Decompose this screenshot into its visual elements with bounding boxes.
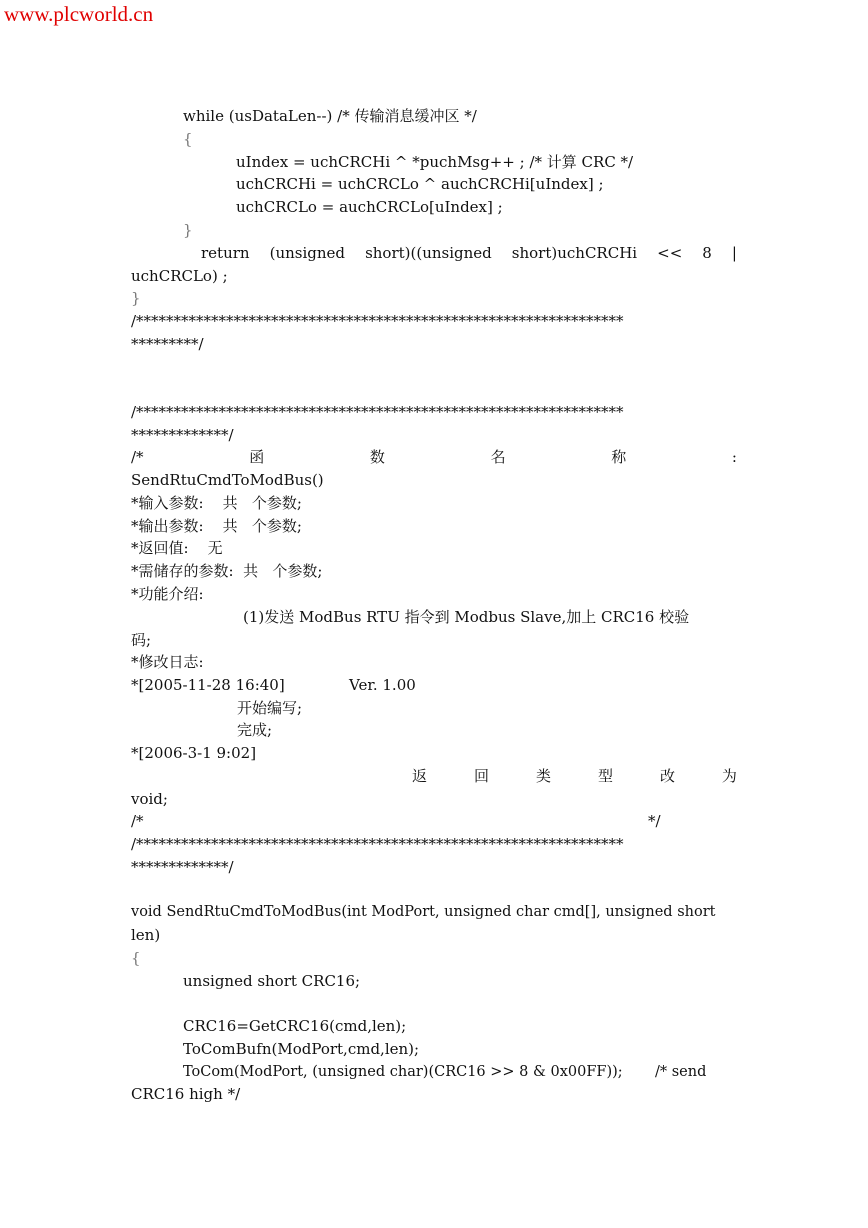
tocom-high-line: ToCom(ModPort, (unsigned char)(CRC16 >> 8 & 0x00FF)); /* send bbox=[183, 1064, 707, 1080]
changelog-label: *修改日志: bbox=[131, 653, 204, 671]
log1-version: Ver. 1.00 bbox=[349, 676, 416, 694]
log2-continuation: void; bbox=[131, 790, 168, 808]
return-token: | bbox=[731, 244, 737, 262]
input-params: *输入参数: 共 个参数; bbox=[131, 494, 302, 512]
separator-stars: /***************************************************************** bbox=[131, 312, 624, 330]
return-continuation: uchCRCLo) ; bbox=[131, 267, 228, 285]
crc16-declaration: unsigned short CRC16; bbox=[183, 972, 361, 990]
return-token: return bbox=[201, 244, 250, 262]
name-token: 数 bbox=[369, 448, 385, 466]
tocombufn-line: ToComBufn(ModPort,cmd,len); bbox=[183, 1040, 420, 1058]
log1-date: *[2005-11-28 16:40] bbox=[131, 676, 285, 694]
uindex-line: uIndex = uchCRCHi ^ *puchMsg++ ; /* 计算 CRC */ bbox=[236, 153, 634, 171]
return-token: short)uchCRCHi bbox=[511, 244, 638, 262]
log1-start: 开始编写; bbox=[237, 699, 303, 717]
footer-stars: /***************************************************************** bbox=[131, 835, 624, 853]
return-value: *返回值: 无 bbox=[131, 539, 223, 557]
function-name: SendRtuCmdToModBus() bbox=[131, 471, 324, 489]
intro-detail: (1)发送 ModBus RTU 指令到 Modbus Slave,加上 CRC16 校验 bbox=[243, 608, 690, 626]
name-token: 称 bbox=[611, 448, 627, 466]
comment-open: /* bbox=[131, 812, 144, 830]
loop-open-brace: { bbox=[183, 130, 193, 148]
function-signature: void SendRtuCmdToModBus(int ModPort, unsigned char cmd[], unsigned short bbox=[131, 904, 716, 920]
getcrc16-line: CRC16=GetCRC16(cmd,len); bbox=[183, 1017, 407, 1035]
signature-continuation: len) bbox=[131, 926, 161, 944]
name-token: 函 bbox=[249, 448, 265, 466]
site-watermark: www.plcworld.cn bbox=[4, 2, 154, 26]
name-token: /* bbox=[131, 448, 144, 466]
comment-close: */ bbox=[648, 812, 661, 830]
log2-date: *[2006-3-1 9:02] bbox=[131, 744, 257, 762]
name-token: : bbox=[731, 448, 737, 466]
header-stars-end: *************/ bbox=[131, 426, 234, 444]
crclo-line: uchCRCLo = auchCRCLo[uIndex] ; bbox=[236, 198, 503, 216]
log2-token: 类 bbox=[535, 767, 551, 785]
return-token: (unsigned bbox=[269, 244, 346, 262]
intro-continuation: 码; bbox=[131, 631, 152, 649]
loop-close-brace: } bbox=[183, 221, 193, 239]
separator-stars-end: *********/ bbox=[131, 335, 204, 353]
footer-stars-end: *************/ bbox=[131, 858, 234, 876]
tocom-comment-continuation: CRC16 high */ bbox=[131, 1085, 241, 1103]
return-token: << bbox=[657, 244, 683, 262]
log2-token: 改 bbox=[659, 767, 675, 785]
function-name-label-line bbox=[131, 447, 737, 467]
function-intro: *功能介绍: bbox=[131, 585, 204, 603]
stored-params: *需储存的参数: 共 个参数; bbox=[131, 562, 323, 580]
log2-token: 型 bbox=[597, 767, 613, 785]
name-token: 名 bbox=[490, 448, 506, 466]
log2-change-line bbox=[412, 766, 737, 786]
return-token: 8 bbox=[702, 244, 712, 262]
return-line bbox=[201, 243, 737, 263]
log2-token: 为 bbox=[721, 767, 737, 785]
header-stars: /***************************************************************** bbox=[131, 403, 624, 421]
log1-done: 完成; bbox=[237, 721, 273, 739]
while-loop-line: while (usDataLen--) /* 传输消息缓冲区 */ bbox=[183, 107, 477, 125]
return-token: short)((unsigned bbox=[365, 244, 492, 262]
function-close-brace: } bbox=[131, 289, 141, 307]
log2-token: 返 bbox=[412, 767, 428, 785]
crchi-line: uchCRCHi = uchCRCLo ^ auchCRCHi[uIndex] ; bbox=[236, 175, 604, 193]
log2-token: 回 bbox=[473, 767, 489, 785]
body-open-brace: { bbox=[131, 949, 141, 967]
output-params: *输出参数: 共 个参数; bbox=[131, 517, 302, 535]
